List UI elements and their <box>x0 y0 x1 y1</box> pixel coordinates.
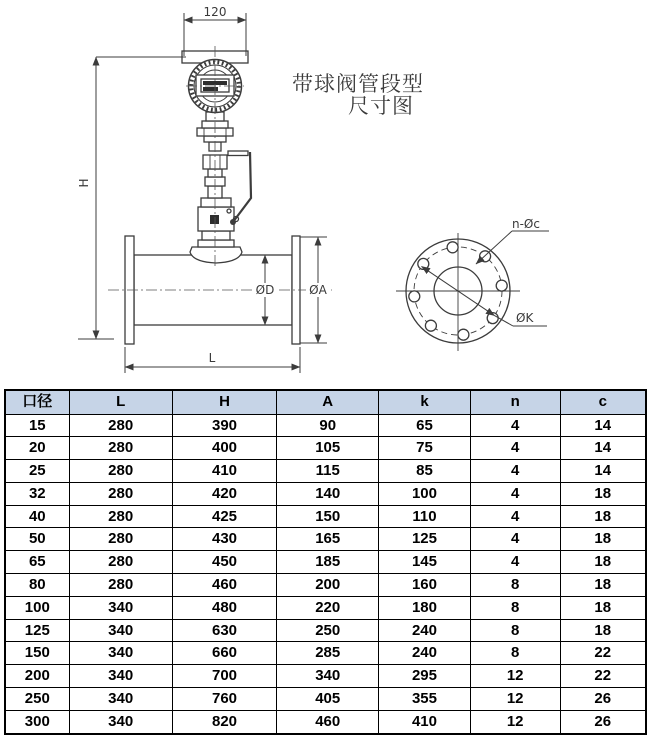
valve-body-plate <box>210 215 219 224</box>
table-cell: 760 <box>172 688 276 711</box>
table-cell: 12 <box>470 710 560 733</box>
table-cell: 410 <box>379 710 471 733</box>
table-cell: 40 <box>5 505 69 528</box>
table-cell: 65 <box>379 414 471 437</box>
table-row <box>5 437 646 460</box>
table-row <box>5 528 646 551</box>
column-header: n <box>470 390 560 414</box>
table-cell: 285 <box>277 642 379 665</box>
table-row <box>5 551 646 574</box>
table-body <box>5 414 646 734</box>
table-cell: 8 <box>470 642 560 665</box>
valve-base-neck <box>202 231 230 240</box>
table-cell: 450 <box>172 551 276 574</box>
bolt-hole <box>458 329 469 340</box>
table-cell: 660 <box>172 642 276 665</box>
valve-handle-ball <box>230 219 236 225</box>
table-cell: 240 <box>379 619 471 642</box>
bolt-hole <box>409 291 420 302</box>
table-cell: 340 <box>69 642 172 665</box>
table-cell: 430 <box>172 528 276 551</box>
table-cell: 280 <box>69 551 172 574</box>
table-cell: 200 <box>5 665 69 688</box>
table-row <box>5 574 646 597</box>
table-cell: 280 <box>69 414 172 437</box>
table-cell: 4 <box>470 460 560 483</box>
table-cell: 8 <box>470 596 560 619</box>
dim-label-n-c: n-Øc <box>512 217 540 231</box>
table-cell: 200 <box>277 574 379 597</box>
table-cell: 480 <box>172 596 276 619</box>
table-cell: 295 <box>379 665 471 688</box>
table-cell: 340 <box>69 710 172 733</box>
table-cell: 280 <box>69 460 172 483</box>
dim-label-h: H <box>77 178 91 188</box>
title-line-1: 带球阀管段型 <box>292 72 424 96</box>
valve-base <box>198 240 234 247</box>
table-cell: 12 <box>470 665 560 688</box>
table-cell: 12 <box>470 688 560 711</box>
table-cell: 26 <box>560 710 646 733</box>
table-cell: 100 <box>5 596 69 619</box>
table-cell: 145 <box>379 551 471 574</box>
table-cell: 32 <box>5 482 69 505</box>
table-cell: 340 <box>69 619 172 642</box>
table-cell: 18 <box>560 574 646 597</box>
table-row <box>5 482 646 505</box>
dim-label-d: ØD <box>255 283 275 297</box>
table-row <box>5 688 646 711</box>
column-header: c <box>560 390 646 414</box>
valve-top-cap <box>201 198 231 207</box>
table-cell: 110 <box>379 505 471 528</box>
table-cell: 425 <box>172 505 276 528</box>
bolt-hole <box>496 280 507 291</box>
display-segment <box>203 87 218 91</box>
table-cell: 280 <box>69 528 172 551</box>
column-header: k <box>379 390 471 414</box>
table-cell: 100 <box>379 482 471 505</box>
table-row <box>5 642 646 665</box>
table-cell: 700 <box>172 665 276 688</box>
table-cell: 4 <box>470 414 560 437</box>
table-row <box>5 505 646 528</box>
table-cell: 4 <box>470 505 560 528</box>
ball-valve-stack <box>190 112 251 263</box>
table-cell: 630 <box>172 619 276 642</box>
table-cell: 18 <box>560 482 646 505</box>
table-cell: 18 <box>560 505 646 528</box>
table-cell: 26 <box>560 688 646 711</box>
header-row <box>5 390 646 414</box>
table-cell: 185 <box>277 551 379 574</box>
table-cell: 820 <box>172 710 276 733</box>
table-cell: 80 <box>5 574 69 597</box>
table-cell: 390 <box>172 414 276 437</box>
column-header: H <box>172 390 276 414</box>
table-cell: 14 <box>560 414 646 437</box>
table-cell: 22 <box>560 642 646 665</box>
table-cell: 8 <box>470 574 560 597</box>
table-cell: 340 <box>69 596 172 619</box>
table-cell: 18 <box>560 551 646 574</box>
table-cell: 280 <box>69 574 172 597</box>
table-cell: 340 <box>69 665 172 688</box>
bolt-hole <box>447 242 458 253</box>
table-cell: 420 <box>172 482 276 505</box>
dimension-table <box>4 389 647 735</box>
table-row <box>5 596 646 619</box>
table-cell: 25 <box>5 460 69 483</box>
dim-label-a: ØA <box>309 283 327 297</box>
table-row <box>5 710 646 733</box>
table-cell: 4 <box>470 551 560 574</box>
table-cell: 355 <box>379 688 471 711</box>
table-cell: 280 <box>69 505 172 528</box>
table-cell: 4 <box>470 482 560 505</box>
table-cell: 65 <box>5 551 69 574</box>
table-cell: 22 <box>560 665 646 688</box>
table-cell: 240 <box>379 642 471 665</box>
flange-end-view <box>396 217 549 351</box>
table-cell: 250 <box>5 688 69 711</box>
drawing-title <box>292 72 424 118</box>
table-cell: 150 <box>5 642 69 665</box>
table-cell: 4 <box>470 437 560 460</box>
table-cell: 14 <box>560 460 646 483</box>
dim-label-l: L <box>208 351 216 365</box>
column-header: 口径 <box>5 390 69 414</box>
table-cell: 90 <box>277 414 379 437</box>
table-row <box>5 619 646 642</box>
table-row <box>5 414 646 437</box>
table-cell: 4 <box>470 528 560 551</box>
table-cell: 75 <box>379 437 471 460</box>
table-header <box>5 390 646 414</box>
title-line-2: 尺寸图 <box>348 94 414 118</box>
table-cell: 85 <box>379 460 471 483</box>
table-cell: 405 <box>277 688 379 711</box>
table-cell: 460 <box>277 710 379 733</box>
table-cell: 115 <box>277 460 379 483</box>
table-cell: 20 <box>5 437 69 460</box>
table-cell: 400 <box>172 437 276 460</box>
valve-handle <box>233 152 251 222</box>
table-cell: 105 <box>277 437 379 460</box>
table-cell: 460 <box>172 574 276 597</box>
column-header: A <box>277 390 379 414</box>
column-header: L <box>69 390 172 414</box>
table-cell: 125 <box>379 528 471 551</box>
table-cell: 18 <box>560 528 646 551</box>
table-cell: 250 <box>277 619 379 642</box>
table-cell: 18 <box>560 596 646 619</box>
table-cell: 300 <box>5 710 69 733</box>
table-cell: 165 <box>277 528 379 551</box>
dim-label-k: ØK <box>516 311 534 325</box>
table-row <box>5 665 646 688</box>
table-cell: 18 <box>560 619 646 642</box>
bleed-pin <box>228 151 248 156</box>
table-cell: 280 <box>69 482 172 505</box>
leader-line <box>476 231 512 264</box>
table-cell: 15 <box>5 414 69 437</box>
bolt-hole <box>425 320 436 331</box>
table-cell: 150 <box>277 505 379 528</box>
table-cell: 140 <box>277 482 379 505</box>
table-row <box>5 460 646 483</box>
table-cell: 14 <box>560 437 646 460</box>
dim-label-120: 120 <box>203 5 227 19</box>
table-cell: 340 <box>277 665 379 688</box>
table-cell: 180 <box>379 596 471 619</box>
table-cell: 8 <box>470 619 560 642</box>
table-cell: 280 <box>69 437 172 460</box>
table-cell: 125 <box>5 619 69 642</box>
table-cell: 410 <box>172 460 276 483</box>
table-cell: 220 <box>277 596 379 619</box>
table-cell: 340 <box>69 688 172 711</box>
table-cell: 50 <box>5 528 69 551</box>
table-cell: 160 <box>379 574 471 597</box>
